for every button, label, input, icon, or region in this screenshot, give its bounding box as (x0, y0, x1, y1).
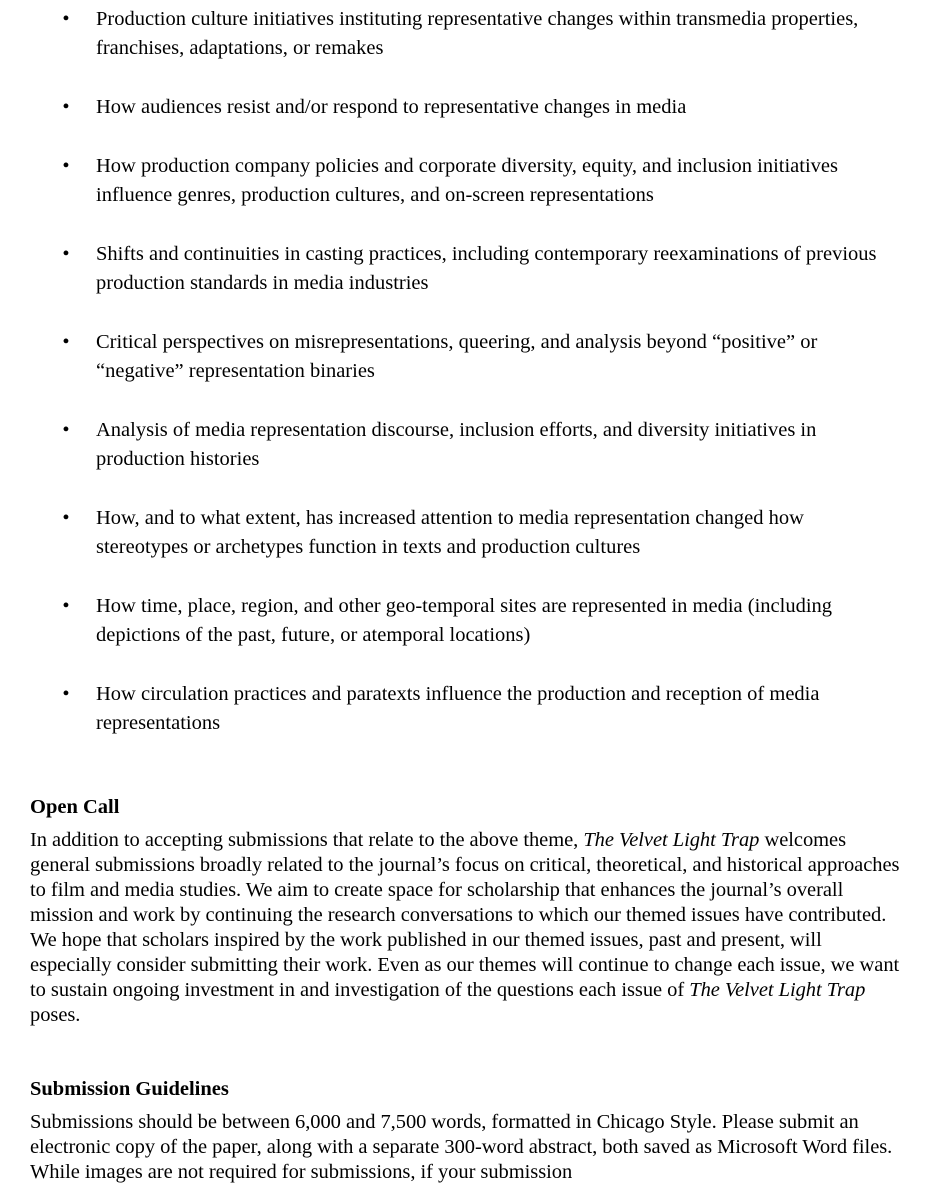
open-call-text-2: welcomes general submissions broadly related to the journal’s focus on critical, theoretical, and historical approaches to film and media studies. We aim to create space for scholarship that enhances the journal’s overall mission and work by continuing the research conversations to which our themed issues have contributed. We hope that scholars inspired by the work published in our themed issues, past and present, will especially consider submitting their work. Even as our themes will continue to change each issue, we want to sustain ongoing investment in and investigation of the questions each issue of (30, 829, 900, 1001)
bullet-icon: • (62, 595, 70, 617)
bullet-icon: • (62, 243, 70, 265)
bullet-text: Production culture initiatives instituting representative changes within transmedia properties, franchises, adaptations, or remakes (96, 8, 859, 59)
bullet-text: How time, place, region, and other geo-temporal sites are represented in media (including depictions of the past, future, or atemporal locations) (96, 595, 833, 646)
open-call-paragraph (30, 828, 900, 1028)
submission-guidelines-paragraph: Submissions should be between 6,000 and 7,500 words, formatted in Chicago Style. Please submit an electronic copy of the paper, along with a separate 300-word abstract, both saved as Microsoft Word files. While images are not required for submissions, if your submission (30, 1111, 893, 1183)
bullet-icon: • (62, 8, 70, 30)
list-item (0, 93, 940, 122)
open-call-heading: Open Call (30, 796, 120, 818)
bullet-text: How production company policies and corporate diversity, equity, and inclusion initiatives influence genres, production cultures, and on-screen representations (96, 155, 839, 206)
list-item (0, 504, 940, 562)
bullet-icon: • (62, 155, 70, 177)
bullet-text: How audiences resist and/or respond to representative changes in media (96, 96, 687, 118)
bullet-text: Shifts and continuities in casting practices, including contemporary reexaminations of previous production standards in media industries (96, 243, 877, 294)
bullet-icon: • (62, 331, 70, 353)
list-item (0, 240, 940, 298)
bullet-icon: • (62, 419, 70, 441)
submission-guidelines-heading: Submission Guidelines (30, 1078, 229, 1100)
submission-guidelines-section (30, 1075, 900, 1185)
bullet-icon: • (62, 507, 70, 529)
bullet-icon: • (62, 96, 70, 118)
list-item (0, 5, 940, 63)
topic-bullet-list (0, 5, 940, 768)
bullet-text: How, and to what extent, has increased attention to media representation changed how stereotypes or archetypes function in texts and production cultures (96, 507, 804, 558)
journal-title: The Velvet Light Trap (689, 979, 866, 1001)
journal-title: The Velvet Light Trap (583, 829, 760, 851)
list-item (0, 416, 940, 474)
list-item (0, 328, 940, 386)
list-item (0, 152, 940, 210)
open-call-text-1: In addition to accepting submissions that relate to the above theme, (30, 829, 584, 851)
list-item (0, 680, 940, 738)
bullet-text: How circulation practices and paratexts influence the production and reception of media representations (96, 683, 820, 734)
list-item (0, 592, 940, 650)
bullet-text: Critical perspectives on misrepresentations, queering, and analysis beyond “positive” or “negative” representation binaries (96, 331, 818, 382)
bullet-icon: • (62, 683, 70, 705)
bullet-text: Analysis of media representation discourse, inclusion efforts, and diversity initiatives in production histories (96, 419, 817, 470)
open-call-text-3: poses. (30, 1004, 81, 1026)
open-call-section (30, 793, 900, 1028)
